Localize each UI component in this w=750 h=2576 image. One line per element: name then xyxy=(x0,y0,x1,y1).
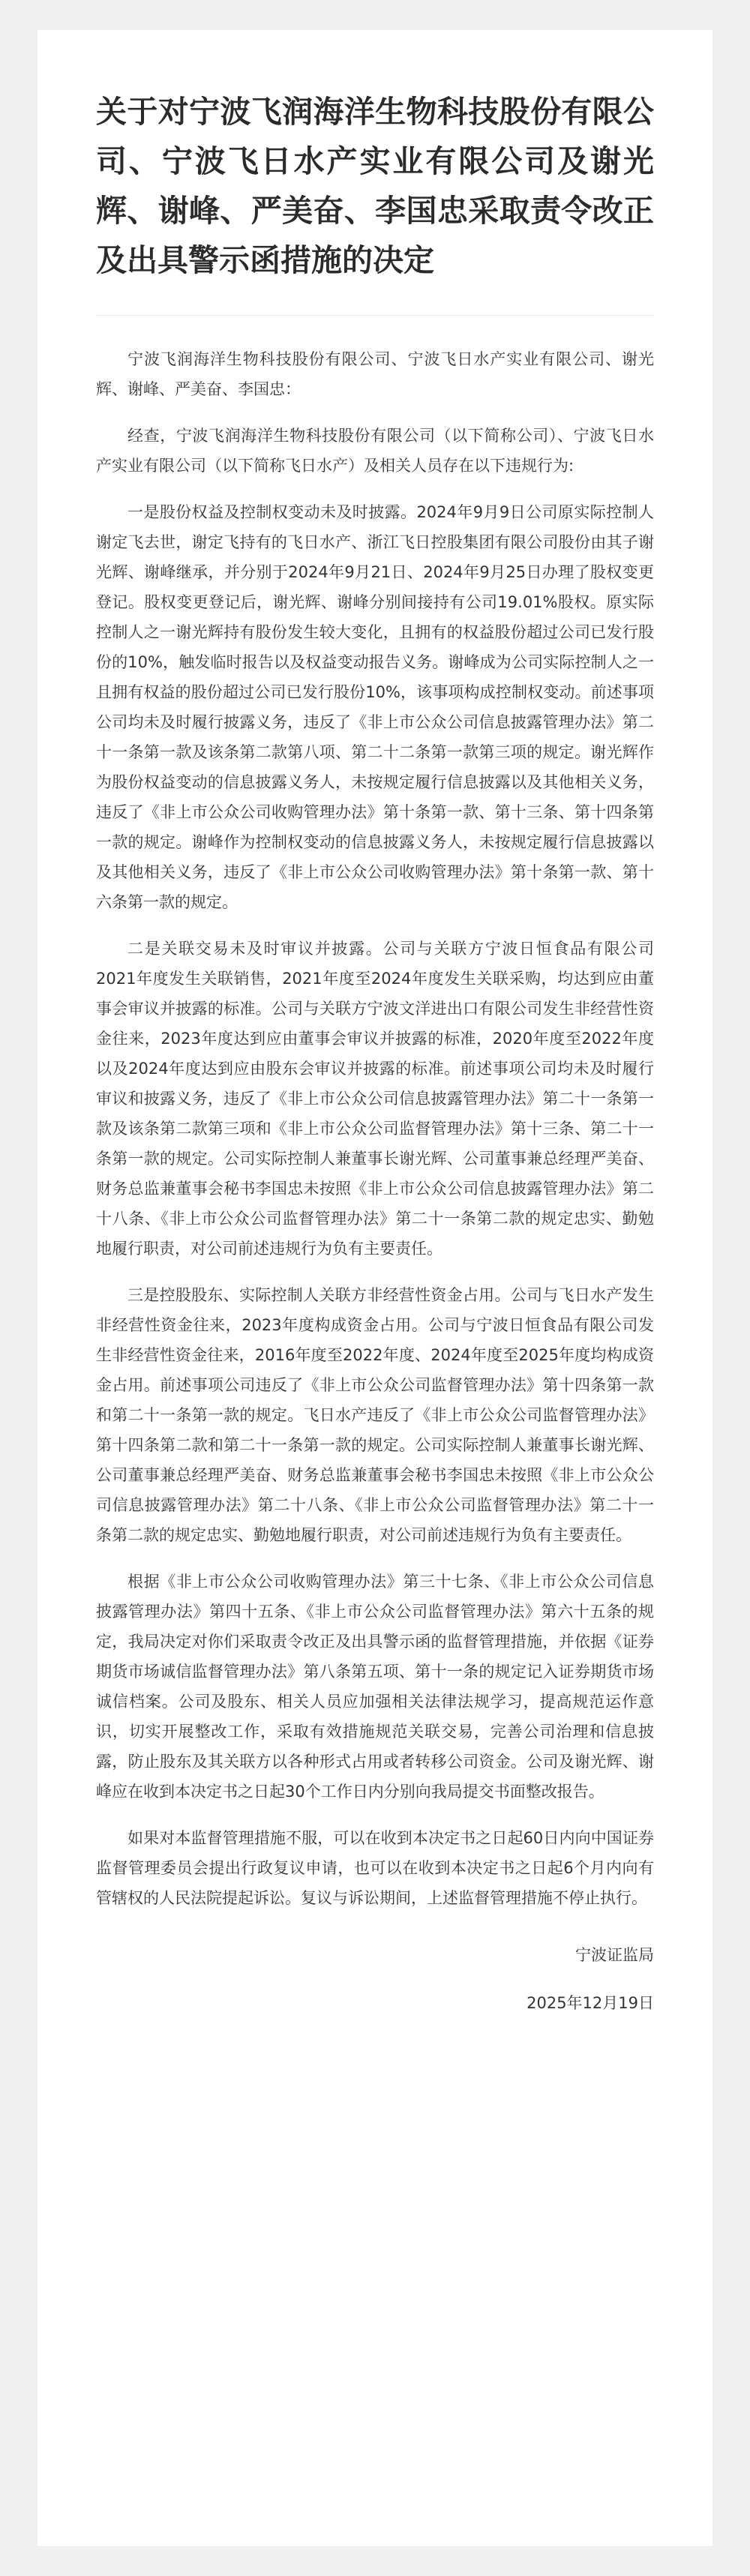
violation-1-paragraph: 一是股份权益及控制权变动未及时披露。2024年9月9日公司原实际控制人谢定飞去世，谢定飞持有的飞日水产、浙江飞日控股集团有限公司股份由其子谢光辉、谢峰继承，并分别于2024年9月21日、2024年9月25日办理了股权变更登记。股权变更登记后，谢光辉、谢峰分别间接持有公司19.01%股权。原实际控制人之一谢光辉持有股份发生较大变化，且拥有的权益股份超过公司已发行股份的10%，触发临时报告以及权益变动报告义务。谢峰成为公司实际控制人之一且拥有权益的股份超过公司已发行股份10%，该事项构成控制权变动。前述事项公司均未及时履行披露义务，违反了《非上市公众公司信息披露管理办法》第二十一条第一款及该条第二款第八项、第二十二条第一款第三项的规定。谢光辉作为股份权益变动的信息披露义务人，未按规定履行信息披露以及其他相关义务，违反了《非上市公众公司收购管理办法》第十条第一款、第十三条、第十四条第一款的规定。谢峰作为控制权变动的信息披露义务人，未按规定履行信息披露以及其他相关义务，违反了《非上市公众公司收购管理办法》第十条第一款、第十六条第一款的规定。 xyxy=(96,503,654,911)
findings-intro-paragraph: 经查，宁波飞润海洋生物科技股份有限公司（以下简称公司）、宁波飞日水产实业有限公司（以下简称飞日水产）及相关人员存在以下违规行为: xyxy=(96,427,654,475)
title-divider xyxy=(96,315,654,316)
document-page xyxy=(38,30,712,2546)
document-title: 关于对宁波飞润海洋生物科技股份有限公司、宁波飞日水产实业有限公司及谢光辉、谢峰、严美奋、李国忠采取责令改正及出具警示函措施的决定 xyxy=(96,94,654,278)
violation-3-paragraph: 三是控股股东、实际控制人关联方非经营性资金占用。公司与飞日水产发生非经营性资金往来，2023年度构成资金占用。公司与宁波日恒食品有限公司发生非经营性资金往来，2016年度至2022年度、2024年度至2025年度均构成资金占用。前述事项公司违反了《非上市公众公司监督管理办法》第十四条第一款和第二十一条第一款的规定。飞日水产违反了《非上市公众公司监督管理办法》第十四条第二款和第二十一条第一款的规定。公司实际控制人兼董事长谢光辉、公司董事兼总经理严美奋、财务总监兼董事会秘书李国忠未按照《非上市公众公司信息披露管理办法》第二十八条、《非上市公众公司监督管理办法》第二十一条第二款的规定忠实、勤勉地履行职责，对公司前述违规行为负有主要责任。 xyxy=(96,1286,654,1544)
appeal-paragraph: 如果对本监督管理措施不服，可以在收到本决定书之日起60日内向中国证券监督管理委员会提出行政复议申请，也可以在收到本决定书之日起6个月内向有管辖权的人民法院提起诉讼。复议与诉讼期间，上述监督管理措施不停止执行。 xyxy=(96,1829,654,1907)
decision-paragraph: 根据《非上市公众公司收购管理办法》第三十七条、《非上市公众公司信息披露管理办法》第四十五条、《非上市公众公司监督管理办法》第六十五条的规定，我局决定对你们采取责令改正及出具警示函的监督管理措施，并依据《证券期货市场诚信监督管理办法》第八条第五项、第十一条的规定记入证券期货市场诚信档案。公司及股东、相关人员应加强相关法律法规学习，提高规范运作意识，切实开展整改工作，采取有效措施规范关联交易，完善公司治理和信息披露，防止股东及其关联方以各种形式占用或者转移公司资金。公司及谢光辉、谢峰应在收到本决定书之日起30个工作日内分别向我局提交书面整改报告。 xyxy=(96,1573,654,1801)
violation-2-paragraph: 二是关联交易未及时审议并披露。公司与关联方宁波日恒食品有限公司2021年度发生关联销售，2021年度至2024年度发生关联采购，均达到应由董事会审议并披露的标准。公司与关联方宁波文洋进出口有限公司发生非经营性资金往来，2023年度达到应由董事会审议并披露的标准，2020年度至2022年度以及2024年度达到应由股东会审议并披露的标准。前述事项公司均未及时履行审议和披露义务，违反了《非上市公众公司信息披露管理办法》第二十一条第一款及该条第二款第三项和《非上市公众公司监督管理办法》第十三条、第二十一条第一款的规定。公司实际控制人兼董事长谢光辉、公司董事兼总经理严美奋、财务总监兼董事会秘书李国忠未按照《非上市公众公司信息披露管理办法》第二十八条、《非上市公众公司监督管理办法》第二十一条第二款的规定忠实、勤勉地履行职责，对公司前述违规行为负有主要责任。 xyxy=(96,940,654,1258)
addressee-paragraph: 宁波飞润海洋生物科技股份有限公司、宁波飞日水产实业有限公司、谢光辉、谢峰、严美奋、李国忠： xyxy=(96,350,654,398)
issuer-signature: 宁波证监局 xyxy=(575,1946,654,1964)
issue-date: 2025年12月19日 xyxy=(526,1994,654,2012)
